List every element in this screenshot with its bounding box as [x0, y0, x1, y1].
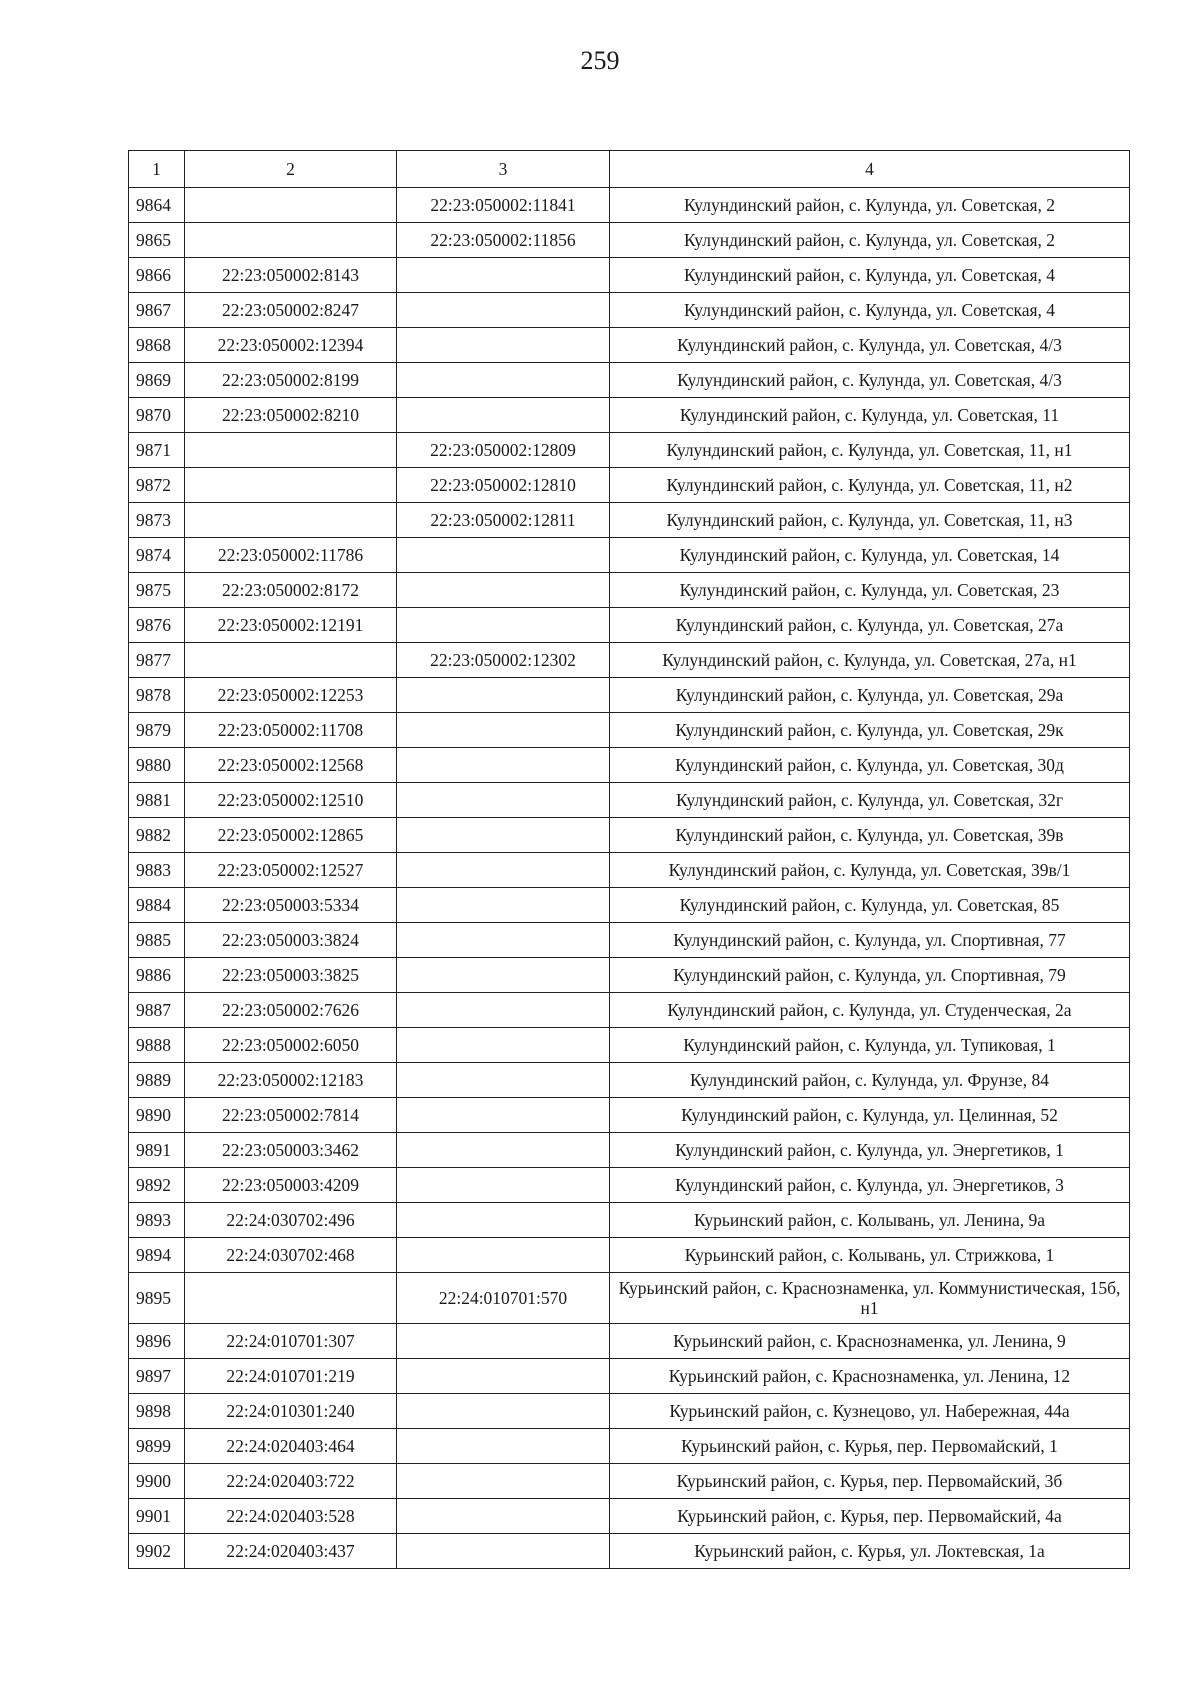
cadastral-number-cell: 22:23:050002:12394	[185, 328, 397, 363]
building-number-cell	[397, 748, 610, 783]
address-cell: Кулундинский район, с. Кулунда, ул. Спортивная, 79	[610, 958, 1130, 993]
building-number-cell	[397, 993, 610, 1028]
cadastral-number-cell: 22:24:010301:240	[185, 1394, 397, 1429]
building-number-cell	[397, 678, 610, 713]
cadastral-number-cell: 22:23:050003:3462	[185, 1133, 397, 1168]
building-number-cell: 22:23:050002:11841	[397, 188, 610, 223]
building-number-cell	[397, 1534, 610, 1569]
row-number-cell: 9865	[129, 223, 185, 258]
address-cell: Кулундинский район, с. Кулунда, ул. Фрунзе, 84	[610, 1063, 1130, 1098]
table-row	[129, 923, 1130, 958]
building-number-cell	[397, 923, 610, 958]
table-row	[129, 608, 1130, 643]
table-row	[129, 258, 1130, 293]
row-number-cell: 9899	[129, 1429, 185, 1464]
table-row	[129, 853, 1130, 888]
row-number-cell: 9895	[129, 1273, 185, 1324]
column-header-3: 3	[397, 151, 610, 188]
row-number-cell: 9882	[129, 818, 185, 853]
cadastral-number-cell: 22:23:050003:3824	[185, 923, 397, 958]
row-number-cell: 9880	[129, 748, 185, 783]
table-row	[129, 503, 1130, 538]
cadastral-number-cell: 22:23:050003:5334	[185, 888, 397, 923]
building-number-cell: 22:23:050002:12810	[397, 468, 610, 503]
cadastral-number-cell: 22:23:050002:8199	[185, 363, 397, 398]
column-header-2: 2	[185, 151, 397, 188]
row-number-cell: 9890	[129, 1098, 185, 1133]
address-cell: Кулундинский район, с. Кулунда, ул. Советская, 4/3	[610, 328, 1130, 363]
address-cell: Курьинский район, с. Кузнецово, ул. Набережная, 44а	[610, 1394, 1130, 1429]
cadastral-number-cell: 22:23:050002:12510	[185, 783, 397, 818]
address-cell: Кулундинский район, с. Кулунда, ул. Советская, 27а, н1	[610, 643, 1130, 678]
address-cell: Курьинский район, с. Курья, пер. Первомайский, 1	[610, 1429, 1130, 1464]
row-number-cell: 9870	[129, 398, 185, 433]
address-cell: Кулундинский район, с. Кулунда, ул. Советская, 32г	[610, 783, 1130, 818]
table-row	[129, 713, 1130, 748]
column-header-4: 4	[610, 151, 1130, 188]
row-number-cell: 9893	[129, 1203, 185, 1238]
cadastral-number-cell: 22:23:050002:12568	[185, 748, 397, 783]
row-number-cell: 9868	[129, 328, 185, 363]
table-header-row	[129, 151, 1130, 188]
address-cell: Кулундинский район, с. Кулунда, ул. Целинная, 52	[610, 1098, 1130, 1133]
cadastral-number-cell: 22:23:050003:3825	[185, 958, 397, 993]
address-cell: Курьинский район, с. Курья, пер. Первомайский, 3б	[610, 1464, 1130, 1499]
table-row	[129, 958, 1130, 993]
table-row	[129, 1464, 1130, 1499]
cadastral-number-cell: 22:23:050002:11708	[185, 713, 397, 748]
cadastral-number-cell: 22:24:020403:528	[185, 1499, 397, 1534]
row-number-cell: 9889	[129, 1063, 185, 1098]
table-row	[129, 678, 1130, 713]
row-number-cell: 9866	[129, 258, 185, 293]
row-number-cell: 9876	[129, 608, 185, 643]
table-row	[129, 993, 1130, 1028]
address-cell: Курьинский район, с. Краснознаменка, ул. Ленина, 9	[610, 1324, 1130, 1359]
row-number-cell: 9879	[129, 713, 185, 748]
address-cell: Кулундинский район, с. Кулунда, ул. Советская, 11, н2	[610, 468, 1130, 503]
building-number-cell	[397, 328, 610, 363]
row-number-cell: 9897	[129, 1359, 185, 1394]
row-number-cell: 9884	[129, 888, 185, 923]
cadastral-number-cell: 22:23:050002:12253	[185, 678, 397, 713]
row-number-cell: 9900	[129, 1464, 185, 1499]
table-row	[129, 363, 1130, 398]
cadastral-number-cell: 22:24:010701:307	[185, 1324, 397, 1359]
table-row	[129, 573, 1130, 608]
building-number-cell	[397, 783, 610, 818]
building-number-cell	[397, 1499, 610, 1534]
row-number-cell: 9886	[129, 958, 185, 993]
cadastral-number-cell	[185, 643, 397, 678]
building-number-cell	[397, 1238, 610, 1273]
building-number-cell	[397, 1168, 610, 1203]
address-cell: Кулундинский район, с. Кулунда, ул. Советская, 11, н1	[610, 433, 1130, 468]
cadastral-number-cell: 22:23:050003:4209	[185, 1168, 397, 1203]
row-number-cell: 9869	[129, 363, 185, 398]
cadastral-number-cell: 22:24:010701:219	[185, 1359, 397, 1394]
address-cell: Кулундинский район, с. Кулунда, ул. Советская, 4	[610, 293, 1130, 328]
row-number-cell: 9877	[129, 643, 185, 678]
row-number-cell: 9901	[129, 1499, 185, 1534]
cadastral-number-cell	[185, 433, 397, 468]
row-number-cell: 9891	[129, 1133, 185, 1168]
address-cell: Кулундинский район, с. Кулунда, ул. Энергетиков, 1	[610, 1133, 1130, 1168]
address-cell: Кулундинский район, с. Кулунда, ул. Советская, 14	[610, 538, 1130, 573]
cadastral-number-cell: 22:24:030702:496	[185, 1203, 397, 1238]
address-cell: Кулундинский район, с. Кулунда, ул. Тупиковая, 1	[610, 1028, 1130, 1063]
row-number-cell: 9881	[129, 783, 185, 818]
cadastral-number-cell: 22:24:020403:437	[185, 1534, 397, 1569]
address-cell: Кулундинский район, с. Кулунда, ул. Советская, 11, н3	[610, 503, 1130, 538]
address-cell: Кулундинский район, с. Кулунда, ул. Советская, 2	[610, 188, 1130, 223]
cadastral-number-cell	[185, 468, 397, 503]
address-cell: Курьинский район, с. Курья, пер. Первомайский, 4а	[610, 1499, 1130, 1534]
cadastral-number-cell: 22:23:050002:12865	[185, 818, 397, 853]
building-number-cell	[397, 1098, 610, 1133]
table-row	[129, 293, 1130, 328]
building-number-cell	[397, 258, 610, 293]
cadastral-number-cell: 22:23:050002:8172	[185, 573, 397, 608]
table-row	[129, 818, 1130, 853]
building-number-cell	[397, 1133, 610, 1168]
building-number-cell: 22:24:010701:570	[397, 1273, 610, 1324]
building-number-cell: 22:23:050002:12809	[397, 433, 610, 468]
table-row	[129, 1063, 1130, 1098]
table-row	[129, 1168, 1130, 1203]
table-row	[129, 1028, 1130, 1063]
address-cell: Кулундинский район, с. Кулунда, ул. Спортивная, 77	[610, 923, 1130, 958]
row-number-cell: 9878	[129, 678, 185, 713]
building-number-cell	[397, 1464, 610, 1499]
table-row	[129, 1133, 1130, 1168]
address-cell: Курьинский район, с. Краснознаменка, ул. Ленина, 12	[610, 1359, 1130, 1394]
table-row	[129, 223, 1130, 258]
cadastral-number-cell: 22:23:050002:8247	[185, 293, 397, 328]
address-cell: Курьинский район, с. Курья, ул. Локтевская, 1а	[610, 1534, 1130, 1569]
building-number-cell	[397, 293, 610, 328]
row-number-cell: 9871	[129, 433, 185, 468]
address-cell: Кулундинский район, с. Кулунда, ул. Советская, 4	[610, 258, 1130, 293]
cadastral-number-cell	[185, 503, 397, 538]
row-number-cell: 9887	[129, 993, 185, 1028]
row-number-cell: 9898	[129, 1394, 185, 1429]
table-row	[129, 1203, 1130, 1238]
address-cell: Кулундинский район, с. Кулунда, ул. Советская, 4/3	[610, 363, 1130, 398]
table-row	[129, 1324, 1130, 1359]
table-row	[129, 643, 1130, 678]
building-number-cell	[397, 538, 610, 573]
building-number-cell	[397, 1429, 610, 1464]
address-cell: Курьинский район, с. Краснознаменка, ул. Коммунистическая, 15б, н1	[610, 1273, 1130, 1324]
row-number-cell: 9867	[129, 293, 185, 328]
cadastral-number-cell: 22:23:050002:12191	[185, 608, 397, 643]
building-number-cell	[397, 958, 610, 993]
building-number-cell	[397, 713, 610, 748]
cadastral-number-cell	[185, 1273, 397, 1324]
cadastral-number-cell: 22:24:020403:464	[185, 1429, 397, 1464]
table-row	[129, 1534, 1130, 1569]
address-cell: Кулундинский район, с. Кулунда, ул. Советская, 39в/1	[610, 853, 1130, 888]
building-number-cell: 22:23:050002:12811	[397, 503, 610, 538]
table-row	[129, 1273, 1130, 1324]
address-cell: Кулундинский район, с. Кулунда, ул. Советская, 2	[610, 223, 1130, 258]
cadastral-number-cell	[185, 223, 397, 258]
row-number-cell: 9873	[129, 503, 185, 538]
cadastral-number-cell: 22:24:030702:468	[185, 1238, 397, 1273]
cadastral-number-cell: 22:23:050002:7814	[185, 1098, 397, 1133]
table-row	[129, 1098, 1130, 1133]
table-row	[129, 748, 1130, 783]
table-row	[129, 1394, 1130, 1429]
cadastral-number-cell: 22:23:050002:12527	[185, 853, 397, 888]
address-cell: Кулундинский район, с. Кулунда, ул. Советская, 11	[610, 398, 1130, 433]
table-row	[129, 538, 1130, 573]
building-number-cell	[397, 608, 610, 643]
row-number-cell: 9885	[129, 923, 185, 958]
table-row	[129, 1359, 1130, 1394]
address-cell: Кулундинский район, с. Кулунда, ул. Советская, 29к	[610, 713, 1130, 748]
row-number-cell: 9892	[129, 1168, 185, 1203]
cadastral-number-cell: 22:23:050002:6050	[185, 1028, 397, 1063]
row-number-cell: 9894	[129, 1238, 185, 1273]
property-table	[128, 150, 1130, 1569]
table-row	[129, 1238, 1130, 1273]
address-cell: Кулундинский район, с. Кулунда, ул. Советская, 30д	[610, 748, 1130, 783]
building-number-cell: 22:23:050002:11856	[397, 223, 610, 258]
cadastral-number-cell: 22:23:050002:12183	[185, 1063, 397, 1098]
row-number-cell: 9875	[129, 573, 185, 608]
building-number-cell	[397, 1359, 610, 1394]
table-row	[129, 398, 1130, 433]
building-number-cell	[397, 1394, 610, 1429]
table-row	[129, 1499, 1130, 1534]
address-cell: Кулундинский район, с. Кулунда, ул. Советская, 27а	[610, 608, 1130, 643]
cadastral-number-cell: 22:23:050002:11786	[185, 538, 397, 573]
address-cell: Кулундинский район, с. Кулунда, ул. Советская, 39в	[610, 818, 1130, 853]
building-number-cell	[397, 818, 610, 853]
row-number-cell: 9888	[129, 1028, 185, 1063]
table-row	[129, 433, 1130, 468]
table-body	[129, 151, 1130, 1569]
cadastral-number-cell	[185, 188, 397, 223]
address-cell: Курьинский район, с. Колывань, ул. Стрижкова, 1	[610, 1238, 1130, 1273]
row-number-cell: 9902	[129, 1534, 185, 1569]
building-number-cell	[397, 363, 610, 398]
address-cell: Кулундинский район, с. Кулунда, ул. Советская, 29а	[610, 678, 1130, 713]
table-row	[129, 888, 1130, 923]
building-number-cell	[397, 573, 610, 608]
address-cell: Кулундинский район, с. Кулунда, ул. Энергетиков, 3	[610, 1168, 1130, 1203]
page-number: 259	[580, 46, 620, 75]
address-cell: Курьинский район, с. Колывань, ул. Ленина, 9а	[610, 1203, 1130, 1238]
cadastral-number-cell: 22:23:050002:7626	[185, 993, 397, 1028]
building-number-cell: 22:23:050002:12302	[397, 643, 610, 678]
cadastral-number-cell: 22:23:050002:8210	[185, 398, 397, 433]
building-number-cell	[397, 1324, 610, 1359]
row-number-cell: 9874	[129, 538, 185, 573]
building-number-cell	[397, 1063, 610, 1098]
row-number-cell: 9883	[129, 853, 185, 888]
table-row	[129, 328, 1130, 363]
address-cell: Кулундинский район, с. Кулунда, ул. Советская, 23	[610, 573, 1130, 608]
building-number-cell	[397, 888, 610, 923]
row-number-cell: 9872	[129, 468, 185, 503]
table-row	[129, 783, 1130, 818]
building-number-cell	[397, 1203, 610, 1238]
table-row	[129, 1429, 1130, 1464]
building-number-cell	[397, 853, 610, 888]
column-header-1: 1	[129, 151, 185, 188]
row-number-cell: 9864	[129, 188, 185, 223]
address-cell: Кулундинский район, с. Кулунда, ул. Советская, 85	[610, 888, 1130, 923]
address-cell: Кулундинский район, с. Кулунда, ул. Студенческая, 2а	[610, 993, 1130, 1028]
cadastral-number-cell: 22:24:020403:722	[185, 1464, 397, 1499]
table-row	[129, 188, 1130, 223]
building-number-cell	[397, 1028, 610, 1063]
table-row	[129, 468, 1130, 503]
cadastral-number-cell: 22:23:050002:8143	[185, 258, 397, 293]
row-number-cell: 9896	[129, 1324, 185, 1359]
building-number-cell	[397, 398, 610, 433]
